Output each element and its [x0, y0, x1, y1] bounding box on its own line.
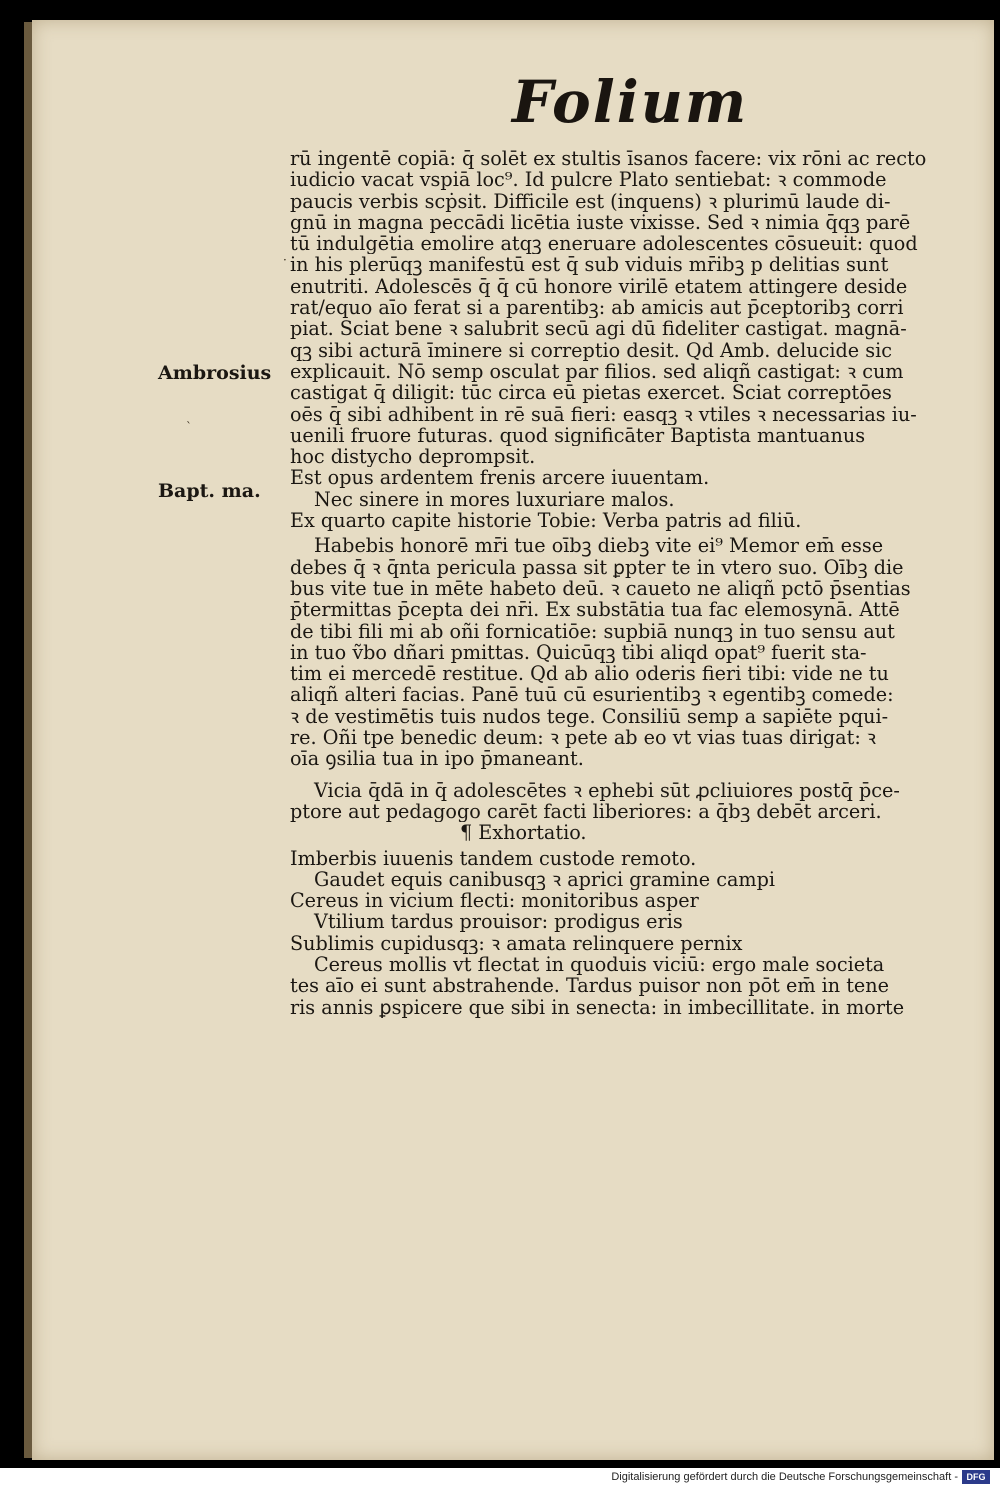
text-line: Cereus mollis vt flectat in quoduis viciū: ergo male societa	[314, 953, 885, 976]
marginal-note-baptista: Bapt. ma.	[158, 480, 261, 502]
section-heading: Ex quarto capite historie Tobie: Verba patris ad filiū.	[290, 510, 802, 532]
text-line: explicauit. Nō semp osculat par filios. sed aliqñ castigat: ꝛ cum	[290, 360, 904, 383]
text-line: re. Oñi tpe benedic deum: ꝛ pete ab eo vt vias tuas dirigat: ꝛ	[290, 727, 876, 749]
text-line: aliqñ alteri facias. Panē tuū cū esurientibꝫ ꝛ egentibꝫ comede:	[290, 684, 894, 706]
text-line: Habebis honorē mr̄i tue oībꝫ diebꝫ vite ei⁹ Memor em̄ esse	[314, 535, 884, 557]
text-line: ris annis ꝑspicere que sibi in senecta: in imbecillitate. in morte	[290, 996, 905, 1018]
text-line: gnū in magna peccādi licētia iuste vixisse. Sed ꝛ nimia q̄qꝫ parē	[290, 211, 911, 234]
verse-line: Vtilium tardus prouisor: prodigus eris	[314, 911, 683, 933]
text-line: tim ei mercedē restitue. Qd ab alio oderis fieri tibi: vide ne tu	[290, 663, 889, 685]
verse-line: Imberbis iuuenis tandem custode remoto.	[290, 847, 697, 869]
verse-line: Cereus in vicium flecti: monitoribus asper	[290, 890, 699, 912]
text-line: tes aīo ei sunt abstrahende. Tardus puisor non pōt em̄ in tene	[290, 975, 889, 997]
text-line: hoc distycho deprompsit.	[290, 446, 536, 468]
text-line: p̄termittas p̄cepta dei nr̄i. Ex substātia tua fac elemosynā. Attē	[290, 599, 900, 621]
text-line: castigat q̄ diligit: tūc circa eū pietas exercet. Sciat correptōes	[290, 382, 892, 404]
verse-line: Sublimis cupidusqꝫ: ꝛ amata relinquere pernix	[290, 932, 743, 954]
text-line: uenili fruore futuras. quod significāter Baptista mantuanus	[290, 424, 866, 447]
text-line: ptore aut pedagogo carēt facti liberiores: a q̄bꝫ debēt arceri.	[290, 800, 882, 823]
text-line: ꝛ de vestimētis tuis nudos tege. Consiliū semp a sapiēte pqui-	[290, 705, 889, 728]
text-line: debes q̄ ꝛ q̄nta pericula passa sit ꝑpter te in vtero suo. Oībꝫ die	[290, 556, 904, 578]
text-line: qꝫ sibi acturā īminere si correptio desit. Qd Amb. delucide sic	[290, 339, 892, 361]
text-line: piat. Sciat bene ꝛ salubrit secū agi dū fideliter castigat. magnā-	[290, 318, 907, 340]
text-line: in tuo ṽbo dñari pmittas. Quicūqꝫ tibi aliqd opat⁹ fuerit sta-	[290, 641, 867, 664]
text-line: rat/equo aīo ferat si a parentibꝫ: ab amicis aut p̄ceptoribꝫ corri	[290, 297, 904, 319]
funding-credit: Digitalisierung gefördert durch die Deutsche Forschungsgemeinschaft -	[611, 1471, 958, 1483]
text-line: de tibi fili mi ab oñi fornicatiōe: supbiā nunqꝫ in tuo sensu aut	[290, 620, 895, 642]
verse-line: Nec sinere in mores luxuriare malos.	[314, 488, 675, 511]
text-line: oēs q̄ sibi adhibent in rē suā fieri: easqꝫ ꝛ vtiles ꝛ necessarias iu-	[290, 403, 917, 425]
text-line: enutriti. Adolescēs q̄ q̄ cū honore virilē etatem attingere deside	[290, 275, 908, 298]
text-line: paucis verbis scṗsit. Difficile est (inquens) ꝛ plurimū laude di-	[290, 190, 891, 212]
body-text	[290, 148, 940, 1018]
text-line: bus vite tue in mēte habeto deū. ꝛ caueto ne aliqñ pctō p̄sentias	[290, 577, 911, 600]
text-line: in his plerūqꝫ manifestū est q̄ sub viduis mr̄ibꝫ p delitias sunt	[290, 254, 889, 276]
text-line: oīa ꝯsilia tua in ipo p̄maneant.	[290, 748, 584, 770]
ink-mark: `	[186, 420, 192, 434]
text-line: iudicio vacat vspiā loc⁹. Id pulcre Plato sentiebat: ꝛ commode	[290, 169, 887, 191]
verse-line: Est opus ardentem frenis arcere iuuentam.	[290, 467, 710, 489]
page-heading: Folium	[512, 68, 749, 136]
text-line: rū ingentē copiā: q̄ solēt ex stultis īsanos facere: vix rōni ac recto	[290, 148, 927, 170]
text-line: tū indulgētia emolire atqꝫ eneruare adolescentes cōsueuit: quod	[290, 233, 918, 255]
ink-mark: ·	[283, 253, 287, 267]
dfg-logo: DFG	[962, 1470, 990, 1484]
text-line: Vicia q̄dā in q̄ adolescētes ꝛ ephebi sūt ꝓcliuiores postq̄ p̄ce-	[314, 779, 900, 801]
verse-line: Gaudet equis canibusqꝫ ꝛ aprici gramine campi	[314, 868, 776, 891]
section-heading: ¶ Exhortatio.	[460, 822, 587, 844]
marginal-note-ambrosius: Ambrosius	[158, 362, 272, 384]
